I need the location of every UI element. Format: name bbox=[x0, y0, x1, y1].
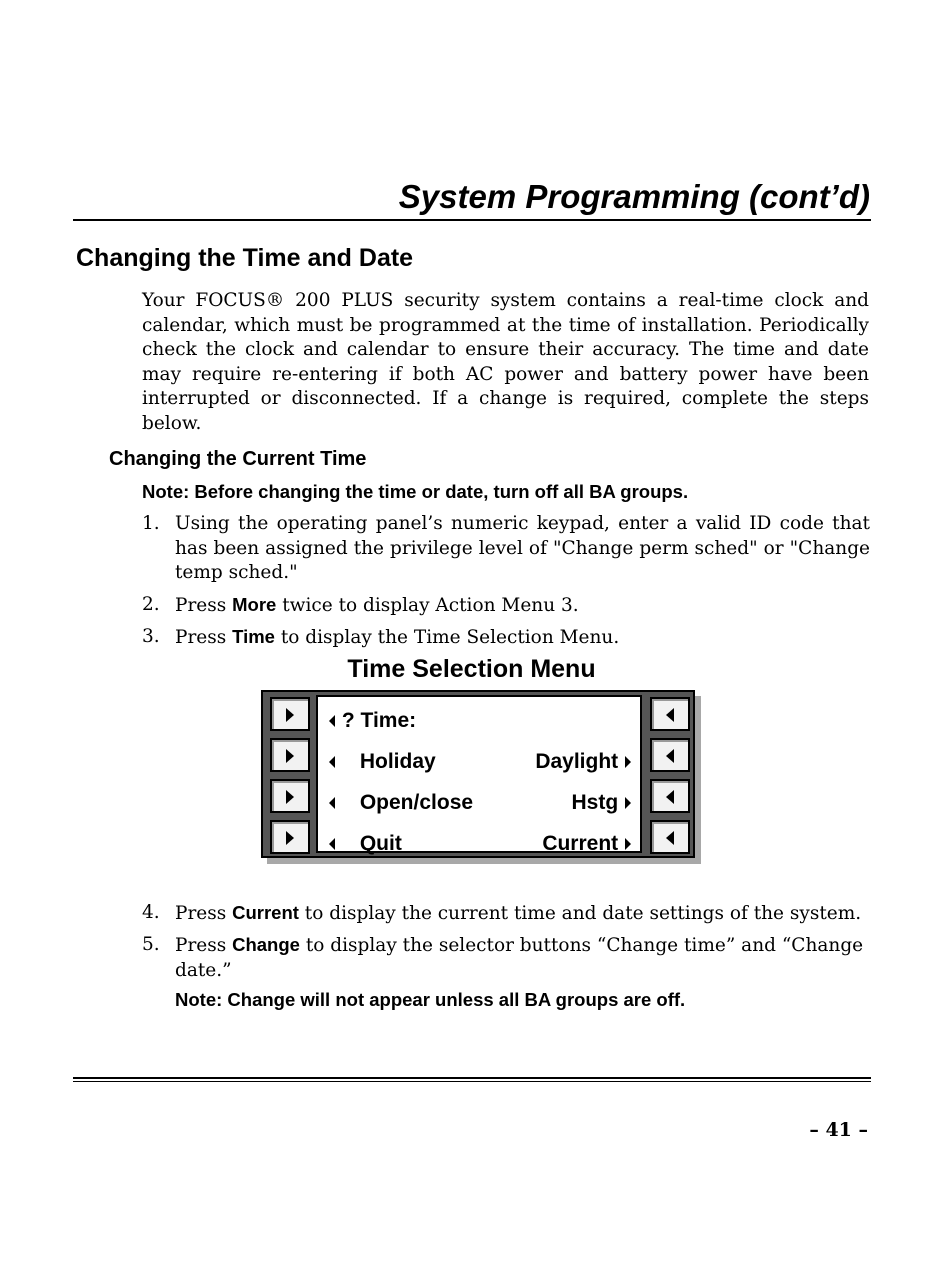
menu-row-3-right bbox=[542, 832, 632, 856]
right-arrow-icon bbox=[285, 708, 295, 722]
key-label: Change bbox=[232, 934, 300, 955]
key-label: More bbox=[232, 594, 277, 615]
step-1 bbox=[142, 512, 870, 586]
step-post: to display the current time and date settings of the system. bbox=[298, 903, 862, 924]
section-title: Changing the Time and Date bbox=[76, 244, 414, 272]
menu-option-open-close: Open/close bbox=[359, 791, 474, 814]
step-number: 2. bbox=[142, 594, 160, 615]
step-pre: Press bbox=[175, 627, 233, 648]
step-number: 4. bbox=[142, 902, 160, 923]
right-select-key-3[interactable] bbox=[650, 779, 690, 813]
step-number: 5. bbox=[142, 934, 160, 955]
menu-option-current: Current bbox=[542, 832, 619, 855]
menu-option-hstg: Hstg bbox=[571, 791, 619, 814]
step-post: to display the Time Selection Menu. bbox=[274, 627, 620, 648]
page-header-title: System Programming (cont’d) bbox=[398, 178, 870, 215]
menu-prompt-row bbox=[328, 709, 416, 733]
step-post: twice to display Action Menu 3. bbox=[276, 595, 579, 616]
left-arrow-icon bbox=[665, 708, 675, 722]
menu-title: Time Selection Menu bbox=[347, 655, 596, 683]
right-select-key-4[interactable] bbox=[650, 820, 690, 854]
step-pre: Press bbox=[175, 595, 233, 616]
step-5 bbox=[142, 933, 870, 983]
menu-row-1-right bbox=[535, 750, 632, 774]
menu-prompt: ? Time: bbox=[341, 709, 417, 732]
step-pre: Press bbox=[175, 903, 233, 924]
left-select-key-4[interactable] bbox=[270, 820, 310, 854]
step-pre: Press bbox=[175, 935, 233, 956]
menu-row-2-right bbox=[571, 791, 632, 815]
time-selection-panel bbox=[261, 690, 701, 864]
step-number: 3. bbox=[142, 626, 160, 647]
right-arrow-icon bbox=[285, 749, 295, 763]
right-pointer-icon bbox=[624, 797, 632, 809]
right-arrow-icon bbox=[285, 790, 295, 804]
right-arrow-icon bbox=[285, 831, 295, 845]
subsection-title: Changing the Current Time bbox=[109, 448, 367, 470]
intro-paragraph: Your FOCUS® 200 PLUS security system contains a real-time clock and calendar, which must be programmed at the time of installation. Periodically check the clock and calendar to ensure their accuracy. The time and date may require re-entering if both AC power and battery power have been interrupted or disconnected. If a change is required, complete the steps below. bbox=[142, 290, 869, 434]
step-post: to display the selector buttons “Change time” and “Change date.” bbox=[175, 935, 864, 981]
left-select-key-2[interactable] bbox=[270, 738, 310, 772]
header-divider bbox=[73, 219, 871, 221]
step-3 bbox=[142, 625, 870, 651]
left-arrow-icon bbox=[665, 790, 675, 804]
page-number: – 41 – bbox=[809, 1119, 868, 1141]
left-arrow-icon bbox=[665, 749, 675, 763]
key-label: Time bbox=[232, 626, 275, 647]
right-select-key-2[interactable] bbox=[650, 738, 690, 772]
menu-option-quit: Quit bbox=[359, 832, 402, 855]
menu-row-2-left bbox=[328, 791, 473, 815]
footer-divider bbox=[73, 1077, 871, 1079]
menu-row-1-left bbox=[328, 750, 436, 774]
note-change-availability: Note: Change will not appear unless all BA groups are off. bbox=[175, 989, 686, 1010]
right-select-key-1[interactable] bbox=[650, 697, 690, 731]
key-label: Current bbox=[232, 902, 299, 923]
left-pointer-icon bbox=[328, 797, 336, 809]
step-text: Using the operating panel’s numeric keypad, enter a valid ID code that has been assigned the privilege level of "Change perm sched" or "Change temp sched." bbox=[175, 513, 870, 583]
footer-divider-thin bbox=[73, 1081, 871, 1082]
left-pointer-icon bbox=[328, 715, 336, 727]
left-select-key-3[interactable] bbox=[270, 779, 310, 813]
left-select-key-1[interactable] bbox=[270, 697, 310, 731]
right-pointer-icon bbox=[624, 838, 632, 850]
note-before-changing: Note: Before changing the time or date, turn off all BA groups. bbox=[142, 481, 689, 502]
menu-option-daylight: Daylight bbox=[535, 750, 619, 773]
left-pointer-icon bbox=[328, 838, 336, 850]
step-number: 1. bbox=[142, 513, 160, 534]
right-pointer-icon bbox=[624, 756, 632, 768]
menu-option-holiday: Holiday bbox=[359, 750, 436, 773]
step-2 bbox=[142, 593, 870, 619]
left-arrow-icon bbox=[665, 831, 675, 845]
left-pointer-icon bbox=[328, 756, 336, 768]
display-screen bbox=[316, 695, 642, 853]
menu-row-3-left bbox=[328, 832, 402, 856]
step-4 bbox=[142, 901, 870, 927]
